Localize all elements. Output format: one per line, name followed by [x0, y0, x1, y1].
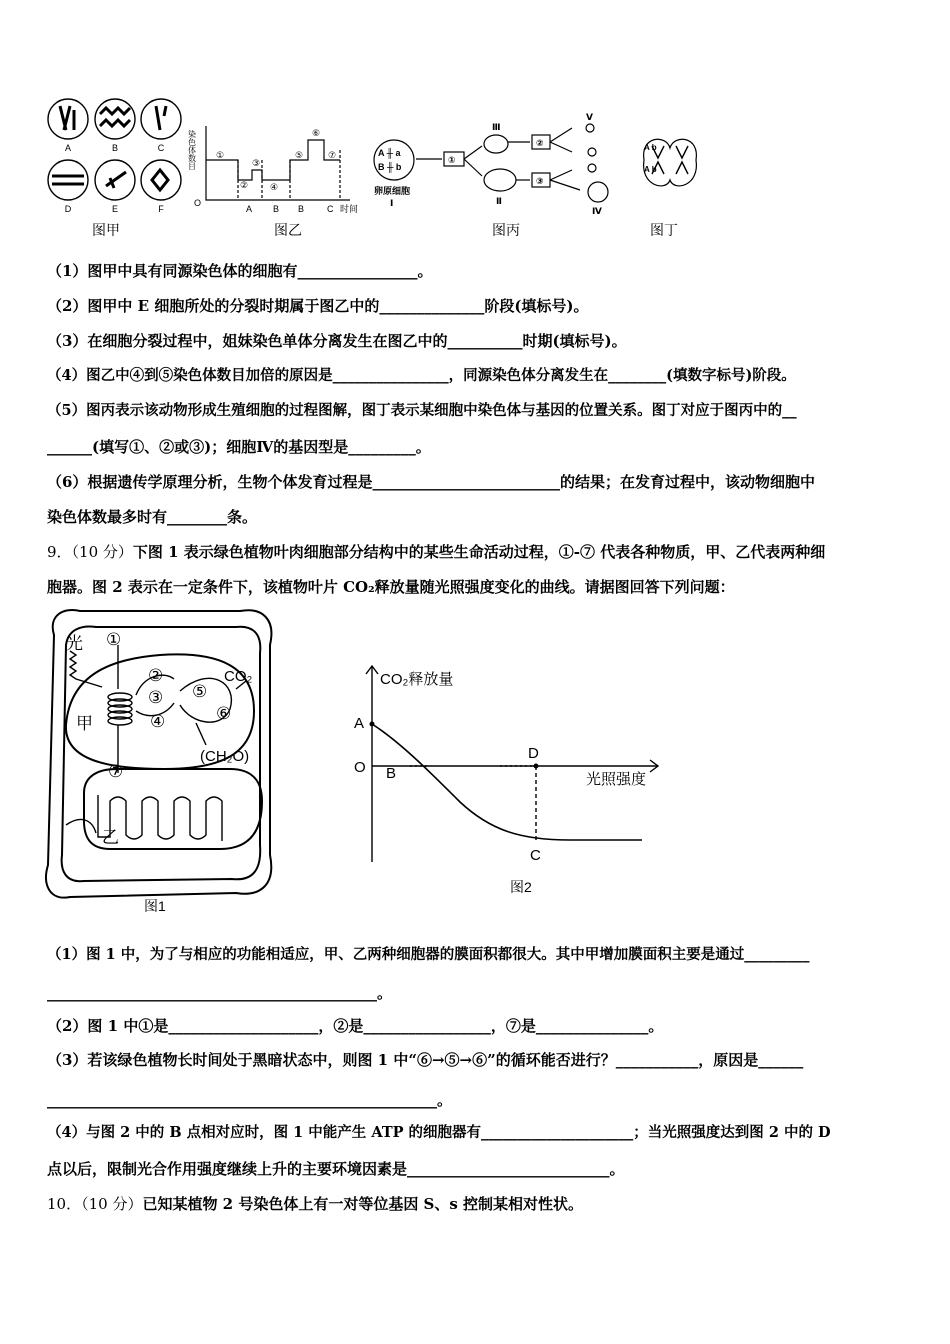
figure-ding-cell	[636, 130, 706, 200]
fig2-label-b: B	[386, 765, 397, 782]
q9-question-3a: （3）若该绿色植物长时间处于黑暗状态中，则图 1 中“⑥→⑤→⑥”的循环能否进行？___________，原因是______	[47, 1051, 804, 1069]
jia-label-f: F	[158, 204, 164, 214]
q9-number: 9．	[47, 543, 72, 561]
fig2-xlabel: 光照强度	[586, 771, 647, 788]
q9-question-1a: （1）图 1 中，为了与相应的功能相适应，甲、乙两种细胞器的膜面积都很大。其中甲增加膜面积主要是通过_________	[47, 946, 810, 963]
fig2-label-o: O	[354, 759, 366, 776]
fig1-ch2o: (CH₂O)	[200, 748, 250, 765]
yi-stage-3: ③	[252, 158, 261, 168]
yi-stage-7: ⑦	[328, 150, 337, 160]
figure-yi	[187, 120, 370, 245]
jia-label-a: A	[64, 143, 72, 153]
q9-question-2: （2）图 1 中①是____________________，②是_________________，⑦是_______________。	[47, 1017, 664, 1035]
fig1-num-2: ②	[148, 666, 164, 685]
fig2-point-d	[534, 764, 539, 769]
jia-label-d: D	[64, 204, 72, 214]
bing-step-3: ③	[536, 176, 544, 186]
q9-question-4a: （4）与图 2 中的 B 点相对应时，图 1 中能产生 ATP 的细胞器有_____________________；当光照强度达到图 2 中的 D	[47, 1124, 831, 1141]
q9-figure-2-graph	[350, 662, 670, 902]
figure-yi-caption: 图乙	[274, 223, 302, 239]
q8-line-8: 染色体数最多时有________条。	[47, 508, 258, 526]
fig1-yi: 乙	[102, 828, 119, 847]
figure-bing-caption: 图丙	[492, 223, 520, 239]
fig1-num-4: ④	[150, 712, 166, 731]
bing-cell-roman: Ⅰ	[390, 198, 394, 208]
figure-ding	[636, 130, 706, 245]
q8-line-7: （6）根据遗传学原理分析，生物个体发育过程是_________________________的结果；在发育过程中，该动物细胞中	[47, 473, 815, 491]
jia-label-e: E	[111, 204, 119, 214]
q10-score: （10 分）	[81, 1195, 143, 1213]
yi-stage-6: ⑥	[312, 128, 321, 138]
fig1-num-3: ③	[148, 688, 164, 707]
q9-question-1b: ____________________________________________。	[47, 984, 393, 1002]
bing-cell-label: 卵原细胞	[374, 186, 411, 196]
yi-yaxis: 染色体数目	[187, 130, 197, 170]
yi-phase-b2: B	[298, 204, 305, 214]
fig2-label-d: D	[528, 745, 539, 762]
q10-number: 10．	[47, 1195, 82, 1213]
bing-step-2: ②	[536, 138, 544, 148]
q9-score: （10 分）	[71, 543, 133, 561]
bing-step-1: ①	[448, 155, 456, 165]
bing-cell-5: Ⅴ	[586, 112, 593, 122]
q9-figure-2	[350, 662, 670, 902]
q8-line-4: （4）图乙中④到⑤染色体数目加倍的原因是________________，同源染色体分离发生在________(填数字标号)阶段。	[47, 367, 796, 384]
q9-stem-line-1	[47, 542, 825, 562]
ding-genes-bottom: A b	[644, 165, 657, 174]
q8-line-3: （3）在细胞分裂过程中，姐妹染色单体分离发生在图乙中的__________时期(填标号)。	[47, 332, 627, 350]
yi-stage-2: ②	[240, 180, 249, 190]
fig1-num-7: ⑦	[108, 762, 124, 781]
jia-label-b: B	[111, 143, 119, 153]
yi-stage-4: ④	[270, 182, 279, 192]
bing-cell-3: Ⅲ	[492, 122, 501, 132]
q9-figure-1	[40, 605, 290, 920]
yi-stage-5: ⑤	[295, 150, 304, 160]
fig1-jia: 甲	[76, 714, 93, 733]
q8-line-5: （5）图丙表示该动物形成生殖细胞的过程图解，图丁表示某细胞中染色体与基因的位置关系。图丁对应于图丙中的__	[47, 402, 797, 419]
q9-stem-1: 下图 1 表示绿色植物叶肉细胞部分结构中的某些生命活动过程，①-⑦ 代表各种物质，甲、乙代表两种细	[132, 543, 826, 561]
q9-stem-line-2: 胞器。图 2 表示在一定条件下，该植物叶片 CO₂释放量随光照强度变化的曲线。请据图回答下列问题：	[47, 578, 735, 596]
fig1-num-1: ①	[106, 630, 122, 649]
fig2-ylabel: CO₂释放量	[380, 671, 454, 688]
fig1-caption: 图1	[144, 898, 166, 914]
bing-cell-4: Ⅳ	[592, 206, 602, 216]
ding-genes-top: A b	[644, 143, 657, 152]
q10-stem: 已知某植物 2 号染色体上有一对等位基因 S、s 控制某相对性状。	[142, 1195, 584, 1213]
figure-jia-caption: 图甲	[92, 223, 120, 239]
yi-xaxis: 时间	[340, 204, 359, 214]
fig2-point-a	[370, 722, 375, 727]
figure-jia-cells	[44, 96, 184, 216]
yi-phase-c: C	[327, 204, 334, 214]
fig1-co2: CO₂	[224, 668, 253, 685]
fig2-label-a: A	[354, 715, 365, 732]
yi-stage-1: ①	[216, 150, 225, 160]
bing-genes-top: A ╫ a	[378, 148, 401, 158]
q8-line-2: （2）图甲中 E 细胞所处的分裂时期属于图乙中的______________阶段(填标号)。	[47, 297, 589, 315]
bing-cell-2: Ⅱ	[496, 196, 502, 206]
q9-figure-1-diagram	[40, 605, 290, 920]
fig1-num-5: ⑤	[192, 682, 208, 701]
figure-bing-diagram	[372, 112, 622, 222]
figure-yi-graph	[187, 120, 370, 220]
figure-bing	[372, 112, 622, 245]
yi-phase-b1: B	[273, 204, 280, 214]
yi-phase-a: A	[246, 204, 253, 214]
q10-stem-line	[47, 1194, 583, 1214]
figure-ding-caption: 图丁	[650, 223, 678, 239]
fig1-light: 光	[66, 634, 83, 653]
fig2-label-c: C	[530, 847, 541, 864]
figure-jia	[44, 96, 184, 241]
yi-origin: O	[194, 198, 202, 208]
bing-genes-bottom: B ╫ b	[378, 162, 402, 172]
q8-line-6: ______(填写①、②或③)；细胞Ⅳ的基因型是_________。	[47, 438, 431, 456]
fig1-num-6: ⑥	[216, 704, 232, 723]
q9-question-4b: 点以后，限制光合作用强度继续上升的主要环境因素是___________________________。	[47, 1160, 625, 1178]
q8-line-1: （1）图甲中具有同源染色体的细胞有________________。	[47, 262, 433, 280]
q9-question-3b: ____________________________________________________。	[47, 1091, 453, 1109]
jia-label-c: C	[157, 143, 165, 153]
fig2-caption: 图2	[510, 879, 532, 895]
